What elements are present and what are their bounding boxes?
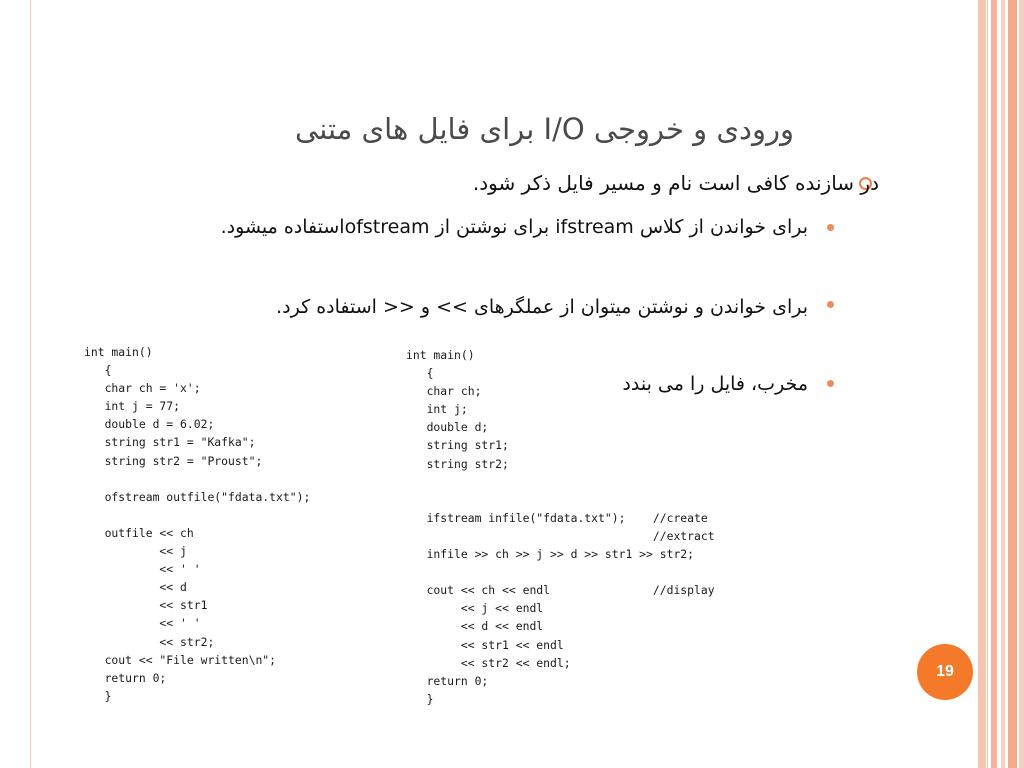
bullet-dot-icon <box>827 380 834 387</box>
sub-bullet-2: برای خواندن و نوشتن میتوان از عملگرهای >> و << استفاده کرد. <box>276 296 808 318</box>
decorative-stripe <box>991 0 997 768</box>
sub-bullet-3: مخرب، فایل را می بندد <box>622 373 808 395</box>
code-sample-read: int main() { char ch; int j; double d; string str1; string str2; ifstream infile("fdata.txt"); //create //extract infile >> ch >> j >> d >> str1 >> str2; cout << ch << endl //display << j << endl << d << endl << str1 << endl << str2 << endl; return 0; } <box>406 348 715 706</box>
bullet-dot-icon <box>827 224 834 231</box>
slide-title: ورودی و خروجی I/O برای فایل های متنی <box>295 112 794 146</box>
sub-bullet-1: برای خواندن از کلاس ifstream برای نوشتن از ofstreamاستفاده میشود. <box>220 216 808 238</box>
code-sample-write: int main() { char ch = 'x'; int j = 77; double d = 6.02; string str1 = "Kafka"; string str2 = "Proust"; ofstream outfile("fdata.txt"); outfile << ch << j << ' ' << d << str1 << ' ' << str2; cout << "File written\n"; return 0; } <box>84 345 311 703</box>
decorative-stripe <box>1001 0 1005 768</box>
bullet-dot-icon <box>827 301 834 308</box>
decorative-stripe <box>978 0 986 768</box>
decorative-stripe <box>1019 0 1024 768</box>
page-number-badge: 19 <box>917 644 973 700</box>
main-bullet-text: در سازنده کافی است نام و مسیر فایل ذکر شود. <box>472 171 879 195</box>
decorative-stripe <box>1008 0 1017 768</box>
